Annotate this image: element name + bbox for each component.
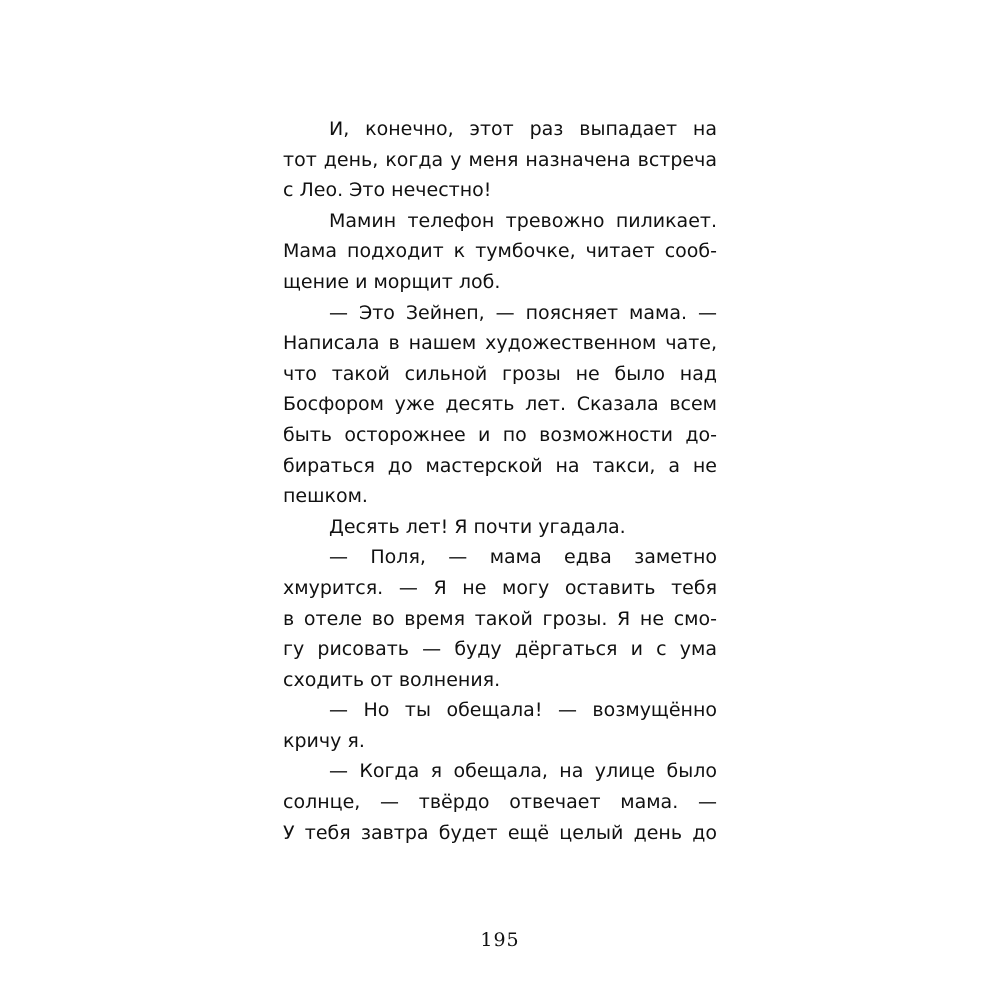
text-line: хмурится. — Я не могу оставить тебя xyxy=(283,576,717,599)
page-number: 195 xyxy=(480,929,520,951)
text-line: быть осторожнее и по возможности до- xyxy=(283,423,717,446)
text-line: Босфором уже десять лет. Сказала всем xyxy=(283,393,717,416)
text-line: Мама подходит к тумбочке, читает сооб- xyxy=(283,240,717,263)
text-line: Десять лет! Я почти угадала. xyxy=(329,515,626,538)
text-line: кричу я. xyxy=(283,729,365,752)
text-line: — Это Зейнеп, — поясняет мама. — xyxy=(329,301,717,324)
text-line: тот день, когда у меня назначена встреча xyxy=(283,148,717,171)
text-line: — Когда я обещала, на улице было xyxy=(329,760,717,783)
text-line: Написала в нашем художественном чате, xyxy=(283,332,717,355)
text-line: — Но ты обещала! — возмущённо xyxy=(329,699,717,722)
text-line: — Поля, — мама едва заметно xyxy=(329,546,717,569)
text-line: сходить от волнения. xyxy=(283,668,501,691)
text-line: пешком. xyxy=(283,485,368,508)
text-line: щение и морщит лоб. xyxy=(283,270,501,293)
text-line: бираться до мастерской на такси, а не xyxy=(283,454,717,477)
text-line: в отеле во время такой грозы. Я не смо- xyxy=(283,607,717,630)
text-line: Мамин телефон тревожно пиликает. xyxy=(329,209,717,232)
text-line: И, конечно, этот раз выпадает на xyxy=(329,118,717,140)
text-line: У тебя завтра будет ещё целый день до xyxy=(283,821,717,844)
text-line: солнце, — твёрдо отвечает мама. — xyxy=(283,791,717,814)
body-text xyxy=(283,114,717,848)
text-line: что такой сильной грозы не было над xyxy=(283,362,717,385)
text-line: с Лео. Это нечестно! xyxy=(283,179,492,202)
text-line: гу рисовать — буду дёргаться и с ума xyxy=(283,638,717,661)
